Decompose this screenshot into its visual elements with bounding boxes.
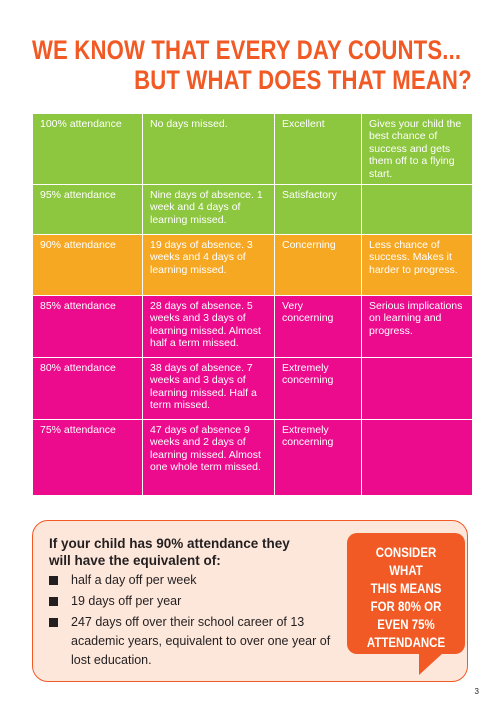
effect-cell: Serious implications on learning and progress. xyxy=(362,296,473,358)
list-item-text: half a day off per week xyxy=(71,573,197,587)
attendance-cell: 90% attendance xyxy=(33,235,143,296)
square-bullet-icon xyxy=(49,618,58,627)
rating-cell: Extremely concerning xyxy=(275,420,362,496)
rating-cell: Very concerning xyxy=(275,296,362,358)
effect-cell xyxy=(362,185,473,235)
rating-cell: Excellent xyxy=(275,114,362,185)
attendance-cell: 80% attendance xyxy=(33,358,143,420)
square-bullet-icon xyxy=(49,597,58,606)
effect-cell: Gives your child the best chance of success and gets them off to a flying start. xyxy=(362,114,473,185)
table-row xyxy=(33,235,473,296)
page-number: 3 xyxy=(474,687,479,696)
rating-cell: Satisfactory xyxy=(275,185,362,235)
page-title-line-1: WE KNOW THAT EVERY DAY COUNTS... xyxy=(32,35,462,65)
callout-heading: If your child has 90% attendance they will have the equivalent of: xyxy=(49,536,290,568)
absence-cell: 19 days of absence. 3 weeks and 4 days of learning missed. xyxy=(143,235,275,296)
list-item xyxy=(49,571,339,590)
speech-bubble xyxy=(347,533,465,654)
callout-list xyxy=(49,571,339,672)
table-row xyxy=(33,185,473,235)
attendance-cell: 95% attendance xyxy=(33,185,143,235)
list-item xyxy=(49,592,339,611)
table-row xyxy=(33,114,473,185)
speech-line: FOR 80% OR xyxy=(370,598,442,614)
attendance-cell: 100% attendance xyxy=(33,114,143,185)
speech-bubble-tail xyxy=(419,653,443,675)
table-row xyxy=(33,420,473,496)
list-item-text: 247 days off over their school career of 13 academic years, equivalent to over one year of lost education. xyxy=(71,615,331,667)
speech-line: CONSIDER WHAT xyxy=(375,544,437,578)
list-item-text: 19 days off per year xyxy=(71,594,182,608)
attendance-cell: 75% attendance xyxy=(33,420,143,496)
absence-cell: Nine days of absence. 1 week and 4 days of learning missed. xyxy=(143,185,275,235)
rating-cell: Concerning xyxy=(275,235,362,296)
speech-line: EVEN 75% xyxy=(377,616,435,632)
absence-cell: 47 days of absence 9 weeks and 2 days of learning missed. Almost one whole term missed. xyxy=(143,420,275,496)
attendance-table xyxy=(32,113,473,496)
absence-cell: No days missed. xyxy=(143,114,275,185)
effect-cell xyxy=(362,420,473,496)
square-bullet-icon xyxy=(49,576,58,585)
speech-bubble-text xyxy=(347,543,465,651)
effect-cell: Less chance of success. Makes it harder to progress. xyxy=(362,235,473,296)
table-row xyxy=(33,358,473,420)
page-title-line-2: BUT WHAT DOES THAT MEAN? xyxy=(134,65,472,95)
absence-cell: 28 days of absence. 5 weeks and 3 days of learning missed. Almost half a term missed. xyxy=(143,296,275,358)
speech-line: ATTENDANCE xyxy=(366,634,446,650)
table-row xyxy=(33,296,473,358)
list-item xyxy=(49,613,339,670)
effect-cell xyxy=(362,358,473,420)
speech-line: THIS MEANS xyxy=(370,580,442,596)
attendance-cell: 85% attendance xyxy=(33,296,143,358)
attendance-callout-box xyxy=(32,520,468,682)
rating-cell: Extremely concerning xyxy=(275,358,362,420)
absence-cell: 38 days of absence. 7 weeks and 3 days of learning missed. Half a term missed. xyxy=(143,358,275,420)
